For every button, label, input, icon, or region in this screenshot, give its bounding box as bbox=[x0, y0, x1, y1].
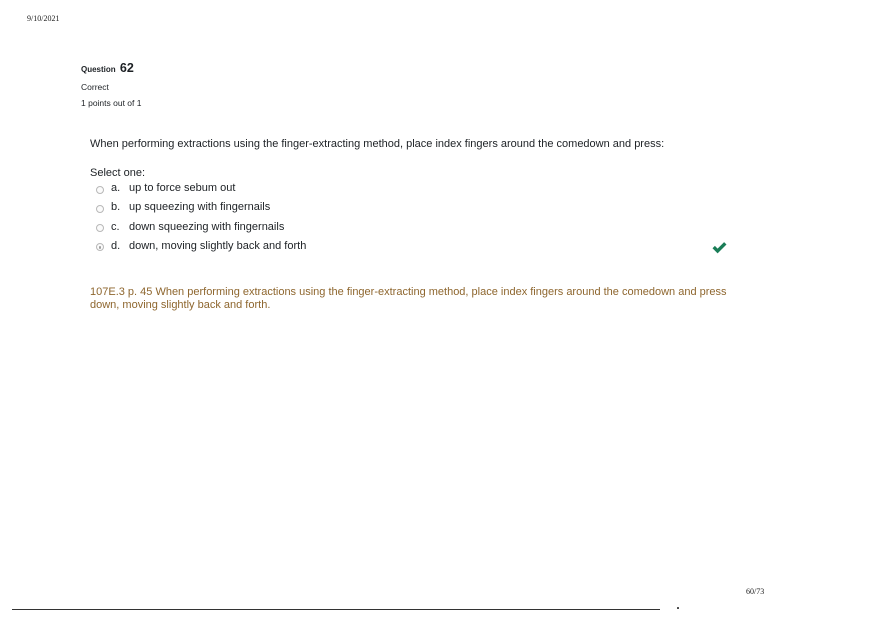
answer-options bbox=[96, 181, 736, 258]
answer-label: up squeezing with fingernails bbox=[129, 201, 271, 214]
answer-letter: b. bbox=[111, 201, 121, 214]
answer-option-d[interactable] bbox=[96, 239, 736, 258]
question-info bbox=[81, 60, 142, 109]
question-number bbox=[81, 60, 142, 78]
general-feedback: 107E.3 p. 45 When performing extractions using the finger-extracting method, place index fingers around the comedown and press down, moving slightly back and forth. bbox=[90, 286, 727, 311]
page-number: 60/73 bbox=[746, 587, 765, 596]
footer-dot bbox=[677, 607, 679, 609]
answer-option-a[interactable] bbox=[96, 181, 736, 200]
question-label: Question bbox=[81, 65, 116, 74]
answer-option-b[interactable] bbox=[96, 200, 736, 219]
select-prompt: Select one: bbox=[90, 167, 146, 179]
radio-c[interactable] bbox=[96, 224, 104, 232]
radio-b[interactable] bbox=[96, 205, 104, 213]
check-icon bbox=[711, 241, 728, 255]
answer-option-c[interactable] bbox=[96, 220, 736, 239]
radio-a[interactable] bbox=[96, 186, 104, 194]
answer-letter: c. bbox=[111, 220, 120, 233]
question-text: When performing extractions using the finger-extracting method, place index fingers around the comedown and press: bbox=[90, 138, 665, 150]
answer-label: down squeezing with fingernails bbox=[129, 220, 285, 233]
question-grade: 1 points out of 1 bbox=[81, 98, 142, 108]
answer-letter: a. bbox=[111, 182, 121, 194]
question-state: Correct bbox=[81, 82, 109, 92]
radio-d[interactable] bbox=[96, 243, 104, 251]
question-number-value: 62 bbox=[119, 61, 134, 75]
answer-label: down, moving slightly back and forth bbox=[129, 239, 307, 252]
print-date: 9/10/2021 bbox=[27, 14, 60, 23]
footer-divider bbox=[12, 609, 660, 610]
answer-letter: d. bbox=[111, 239, 121, 252]
answer-label: up to force sebum out bbox=[129, 182, 236, 194]
